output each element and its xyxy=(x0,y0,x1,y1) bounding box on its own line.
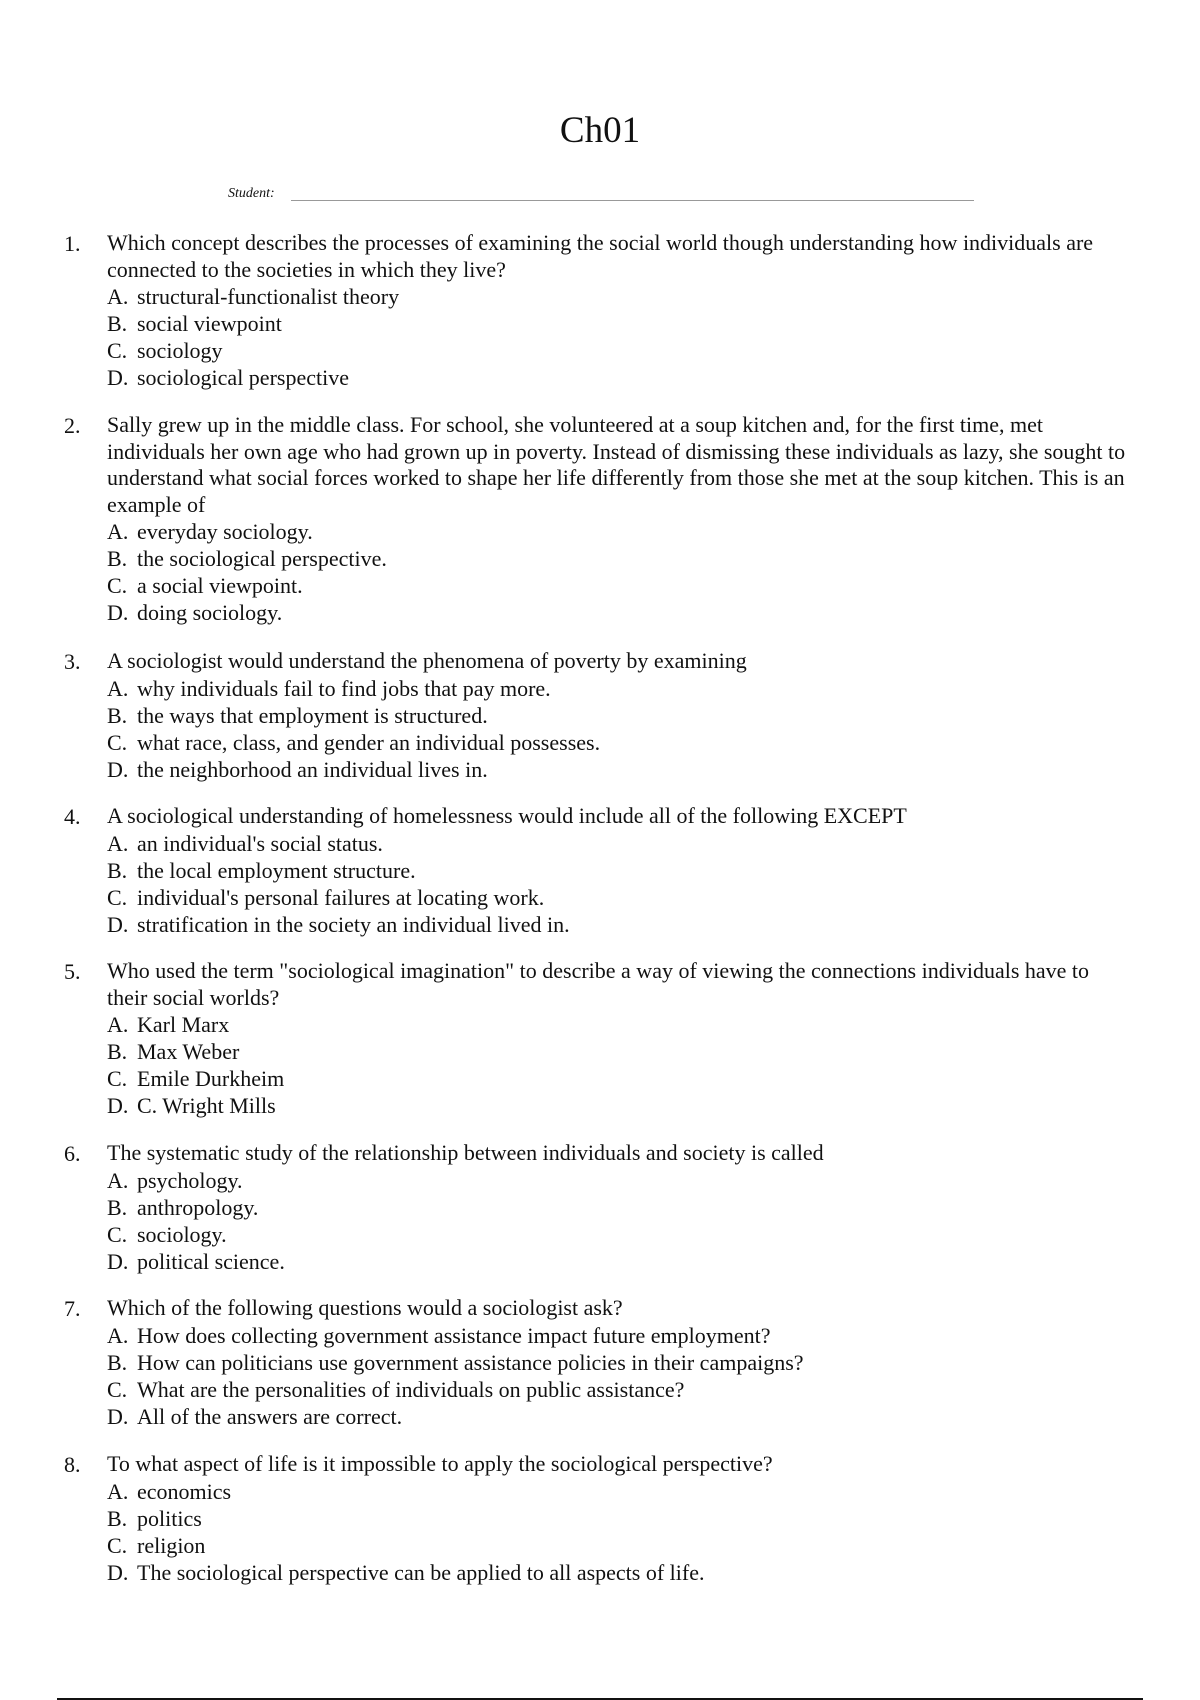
answer-options xyxy=(107,1322,1127,1430)
answer-option-c xyxy=(107,1065,1127,1092)
option-letter: A. xyxy=(107,284,129,309)
answer-option-a xyxy=(107,1322,1127,1349)
option-text: political science. xyxy=(137,1248,285,1274)
answer-option-d xyxy=(107,599,1127,626)
answer-options xyxy=(107,518,1127,626)
option-text: Max Weber xyxy=(137,1039,240,1064)
option-letter: B. xyxy=(107,702,128,728)
option-text: All of the answers are correct. xyxy=(137,1403,403,1429)
option-letter: C. xyxy=(107,1066,128,1091)
option-letter: C. xyxy=(107,1532,128,1558)
option-letter: D. xyxy=(107,600,129,625)
option-letter: D. xyxy=(107,1248,129,1274)
answer-options xyxy=(107,1011,1127,1119)
question-text: A sociological understanding of homelessness would include all of the following EXCEPT xyxy=(107,803,907,828)
option-letter: D. xyxy=(107,1559,129,1585)
question-text: Which concept describes the processes of examining the social world though understanding how individuals are connected to the societies in which they live? xyxy=(107,230,1094,282)
option-text: C. Wright Mills xyxy=(137,1093,276,1118)
answer-option-b xyxy=(107,310,1127,337)
option-text: individual's personal failures at locating work. xyxy=(137,884,545,910)
option-text: why individuals fail to find jobs that pay more. xyxy=(137,675,551,701)
question-text: The systematic study of the relationship between individuals and society is called xyxy=(107,1140,824,1165)
question-text: Which of the following questions would a sociologist ask? xyxy=(107,1295,623,1320)
option-text: the neighborhood an individual lives in. xyxy=(137,756,488,782)
option-letter: D. xyxy=(107,365,129,390)
option-letter: B. xyxy=(107,1194,128,1220)
option-letter: B. xyxy=(107,1505,128,1531)
answer-option-d xyxy=(107,364,1127,391)
question-number: 8. xyxy=(64,1452,81,1477)
answer-option-c xyxy=(107,572,1127,599)
option-text: everyday sociology. xyxy=(137,519,313,544)
question-text: Sally grew up in the middle class. For school, she volunteered at a soup kitchen and, for the first time, met individuals her own age who had grown up in poverty. Instead of dismissing these individuals as lazy, she sought to understand what social forces worked to shape her life differently from those she met at the soup kitchen. This is an example of xyxy=(107,412,1126,517)
student-name-line xyxy=(291,200,974,201)
answer-option-c xyxy=(107,1221,1127,1248)
answer-option-c xyxy=(107,337,1127,364)
answer-option-c xyxy=(107,1532,1127,1559)
page-title: Ch01 xyxy=(559,110,641,151)
option-text: Emile Durkheim xyxy=(137,1066,285,1091)
option-letter: A. xyxy=(107,1478,129,1504)
question-number: 2. xyxy=(64,413,81,438)
option-text: an individual's social status. xyxy=(137,830,383,856)
question-text: To what aspect of life is it impossible to apply the sociological perspective? xyxy=(107,1451,773,1476)
option-letter: B. xyxy=(107,311,128,336)
option-letter: A. xyxy=(107,519,129,544)
option-text: economics xyxy=(137,1478,232,1504)
option-letter: C. xyxy=(107,573,128,598)
answer-option-b xyxy=(107,1349,1127,1376)
option-text: The sociological perspective can be applied to all aspects of life. xyxy=(137,1559,705,1585)
answer-options xyxy=(107,675,1127,783)
option-letter: A. xyxy=(107,675,129,701)
option-text: Karl Marx xyxy=(137,1012,230,1037)
answer-option-d xyxy=(107,756,1127,783)
answer-option-c xyxy=(107,884,1127,911)
option-text: psychology. xyxy=(137,1167,243,1193)
option-text: anthropology. xyxy=(137,1194,259,1220)
answer-option-a xyxy=(107,830,1127,857)
answer-option-d xyxy=(107,911,1127,938)
option-text: stratification in the society an individual lived in. xyxy=(137,911,570,937)
option-letter: B. xyxy=(107,1039,128,1064)
answer-option-d xyxy=(107,1559,1127,1586)
option-letter: D. xyxy=(107,1403,129,1429)
option-text: What are the personalities of individuals on public assistance? xyxy=(137,1376,685,1402)
option-letter: C. xyxy=(107,1221,128,1247)
answer-options xyxy=(107,1167,1127,1275)
option-letter: B. xyxy=(107,1349,128,1375)
option-letter: D. xyxy=(107,911,129,937)
answer-option-b xyxy=(107,857,1127,884)
option-text: structural-functionalist theory xyxy=(137,284,400,309)
student-name-row xyxy=(228,184,974,206)
option-text: religion xyxy=(137,1532,206,1558)
option-text: what race, class, and gender an individual possesses. xyxy=(137,729,601,755)
answer-option-a xyxy=(107,518,1127,545)
option-letter: C. xyxy=(107,729,128,755)
answer-option-b xyxy=(107,545,1127,572)
answer-option-d xyxy=(107,1248,1127,1275)
option-text: the local employment structure. xyxy=(137,857,416,883)
answer-option-c xyxy=(107,1376,1127,1403)
answer-option-a xyxy=(107,1167,1127,1194)
option-letter: B. xyxy=(107,546,128,571)
question-number: 6. xyxy=(64,1141,81,1166)
answer-options xyxy=(107,283,1127,391)
student-label: Student: xyxy=(228,186,275,201)
answer-option-b xyxy=(107,702,1127,729)
question-number: 4. xyxy=(64,804,81,829)
answer-option-b xyxy=(107,1038,1127,1065)
option-letter: C. xyxy=(107,338,128,363)
answer-option-a xyxy=(107,1011,1127,1038)
option-letter: A. xyxy=(107,830,129,856)
answer-options xyxy=(107,1478,1127,1586)
option-text: a social viewpoint. xyxy=(137,573,303,598)
question-number: 5. xyxy=(64,959,81,984)
question-number: 1. xyxy=(64,231,81,256)
option-text: the ways that employment is structured. xyxy=(137,702,488,728)
option-text: social viewpoint xyxy=(137,311,282,336)
option-text: the sociological perspective. xyxy=(137,546,387,571)
option-text: sociological perspective xyxy=(137,365,349,390)
answer-option-d xyxy=(107,1403,1127,1430)
answer-option-c xyxy=(107,729,1127,756)
question-text: A sociologist would understand the phenomena of poverty by examining xyxy=(107,648,747,673)
answer-option-a xyxy=(107,283,1127,310)
question-number: 7. xyxy=(64,1296,81,1321)
option-letter: B. xyxy=(107,857,128,883)
answer-option-a xyxy=(107,675,1127,702)
option-letter: D. xyxy=(107,756,129,782)
option-letter: A. xyxy=(107,1012,129,1037)
answer-option-b xyxy=(107,1194,1127,1221)
question-text: Who used the term "sociological imagination" to describe a way of viewing the connections individuals have to their social worlds? xyxy=(107,958,1090,1010)
option-text: doing sociology. xyxy=(137,600,283,625)
answer-options xyxy=(107,830,1127,938)
option-letter: A. xyxy=(107,1322,129,1348)
option-text: sociology. xyxy=(137,1221,227,1247)
answer-option-d xyxy=(107,1092,1127,1119)
question-number: 3. xyxy=(64,649,81,674)
option-text: politics xyxy=(137,1505,202,1531)
option-text: How does collecting government assistance impact future employment? xyxy=(137,1322,771,1348)
option-text: How can politicians use government assistance policies in their campaigns? xyxy=(137,1349,804,1375)
answer-option-b xyxy=(107,1505,1127,1532)
option-letter: C. xyxy=(107,1376,128,1402)
option-text: sociology xyxy=(137,338,223,363)
option-letter: C. xyxy=(107,884,128,910)
option-letter: D. xyxy=(107,1093,129,1118)
answer-option-a xyxy=(107,1478,1127,1505)
option-letter: A. xyxy=(107,1167,129,1193)
